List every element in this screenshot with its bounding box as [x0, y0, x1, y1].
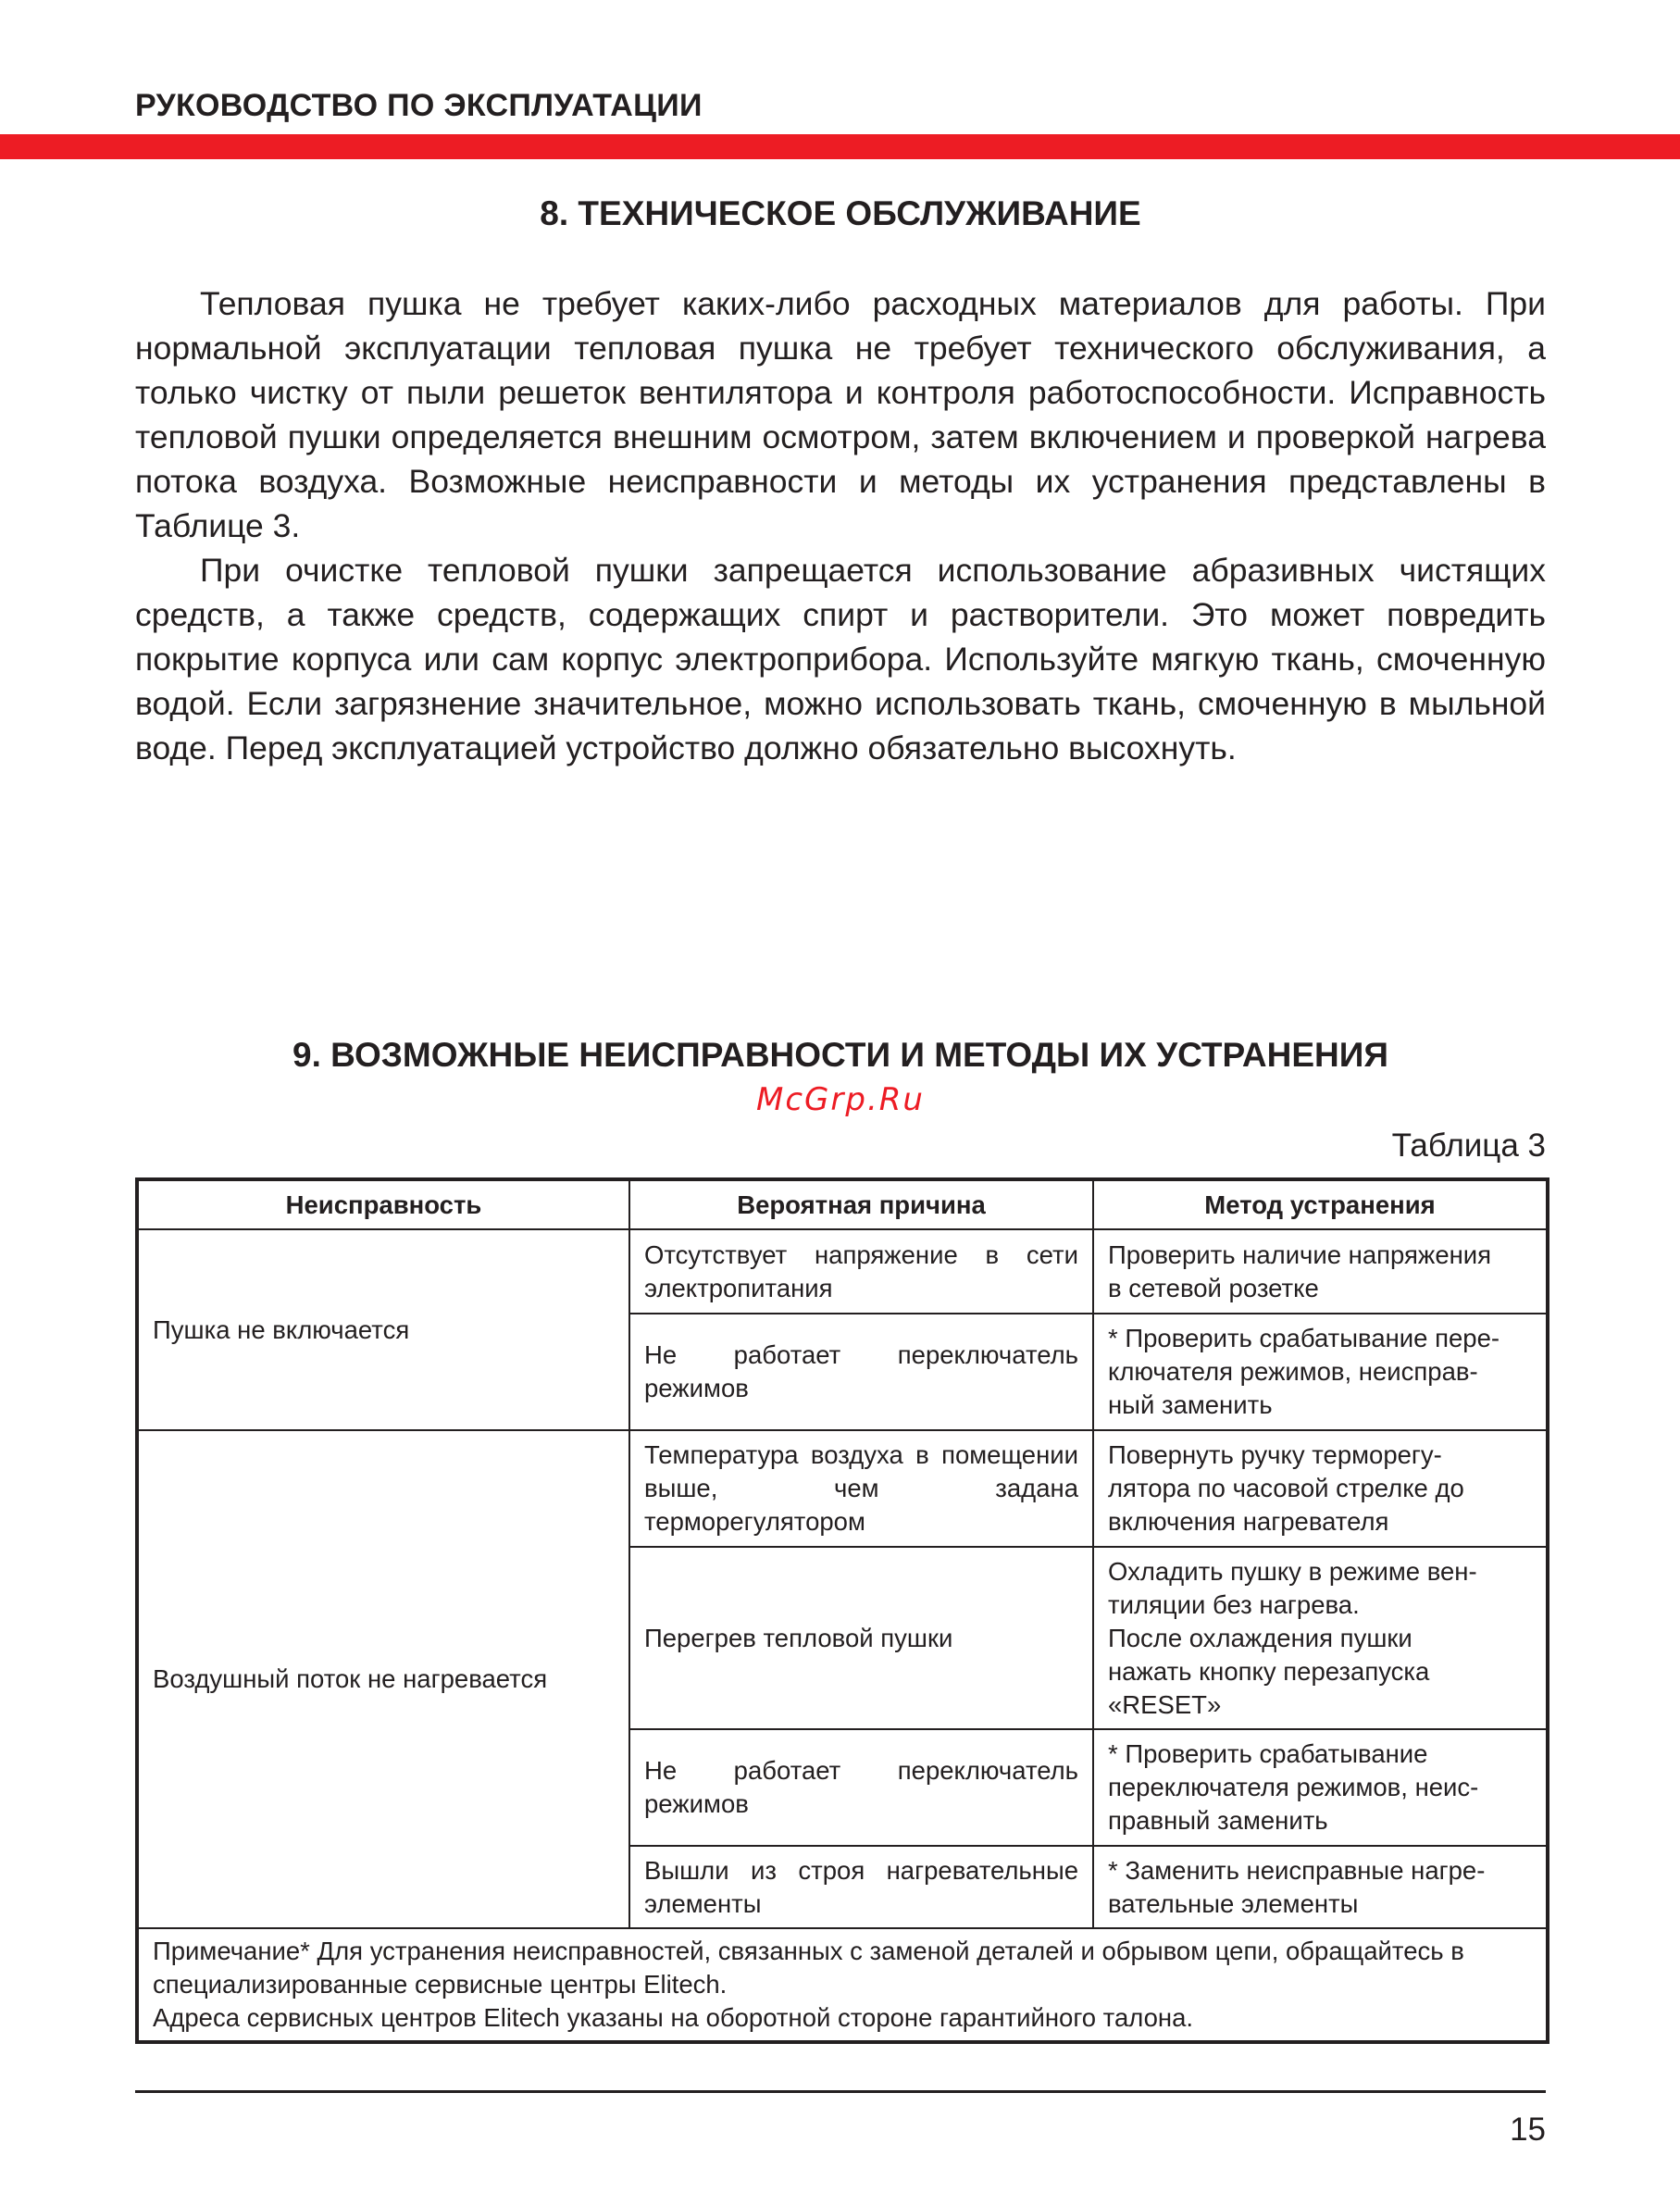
column-header: Неисправность: [137, 1179, 629, 1229]
cause-cell: Температура воздуха в помещении выше, чем задана терморегулятором: [629, 1430, 1093, 1547]
footer-rule: [135, 2090, 1546, 2093]
cause-cell: Вышли из строя нагревательные элементы: [629, 1846, 1093, 1928]
method-cell: Повернуть ручку терморегу- лятора по часовой стрелке до включения нагревателя: [1093, 1430, 1548, 1547]
section-8-title: 8. ТЕХНИЧЕСКОЕ ОБСЛУЖИВАНИЕ: [540, 194, 1141, 232]
column-header: Вероятная причина: [629, 1179, 1093, 1229]
section-9-title: 9. ВОЗМОЖНЫЕ НЕИСПРАВНОСТИ И МЕТОДЫ ИХ УСТРАНЕНИЯ: [292, 1036, 1388, 1074]
method-cell: Проверить наличие напряжения в сетевой розетке: [1093, 1229, 1548, 1314]
paragraph: При очистке тепловой пушки запрещается использование абразивных чистящих средств, а также средств, содержащих спирт и растворители. Это может повредить покрытие корпуса или сам корпус электроприбора. Используйте мягкую ткань, смоченную водой. Если загрязнение значительное, можно использовать ткань, смоченную в мыльной воде. Перед эксплуатацией устройство должно обязательно высохнуть.: [135, 552, 1546, 766]
column-header: Метод устранения: [1093, 1179, 1548, 1229]
paragraph: Тепловая пушка не требует каких-либо расходных материалов для работы. При нормальной эксплуатации тепловая пушка не требует технического обслуживания, а только чистку от пыли решеток вентилятора и контроля работоспособности. Исправность тепловой пушки определяется внешним осмотром, затем включением и проверкой нагрева потока воздуха. Возможные неисправности и методы их устранения представлены в Таблице 3.: [135, 285, 1546, 544]
fault-cell: Воздушный поток не нагревается: [137, 1430, 629, 1928]
running-header: РУКОВОДСТВО ПО ЭКСПЛУАТАЦИИ: [135, 88, 703, 123]
method-cell: * Проверить срабатывание пере- ключателя режимов, неисправ- ный заменить: [1093, 1314, 1548, 1430]
note-line: Примечание* Для устранения неисправностей, связанных с заменой деталей и обрывом цепи, обращайтесь в специализированные сервисные центры Elitech.: [153, 1937, 1464, 1999]
table-note: [137, 1928, 1548, 2042]
cause-cell: Не работает переключатель режимов: [629, 1729, 1093, 1846]
watermark: McGrp.Ru: [756, 1081, 925, 1118]
method-cell: * Заменить неисправные нагре- вательные элементы: [1093, 1846, 1548, 1928]
table-row: [137, 1430, 1548, 1547]
table-row: [137, 1229, 1548, 1314]
cause-cell: Отсутствует напряжение в сети электропитания: [629, 1229, 1093, 1314]
note-line: Адреса сервисных центров Elitech указаны на оборотной стороне гарантийного талона.: [153, 2003, 1194, 2032]
cause-cell: Перегрев тепловой пушки: [629, 1547, 1093, 1729]
method-cell: Охладить пушку в режиме вен- тиляции без нагрева. После охлаждения пушки нажать кнопку перезапуска «RESET»: [1093, 1547, 1548, 1729]
table-label: Таблица 3: [1391, 1127, 1546, 1164]
cause-cell: Не работает переключатель режимов: [629, 1314, 1093, 1430]
faults-table: [135, 1177, 1549, 2044]
method-cell: * Проверить срабатывание переключателя режимов, неис- правный заменить: [1093, 1729, 1548, 1846]
fault-cell: Пушка не включается: [137, 1229, 629, 1430]
header-red-bar: [0, 134, 1680, 159]
page-number: 15: [1510, 2112, 1546, 2148]
table-note-row: [137, 1928, 1548, 2042]
section-8-body: [135, 281, 1546, 770]
table-header-row: [137, 1179, 1548, 1229]
